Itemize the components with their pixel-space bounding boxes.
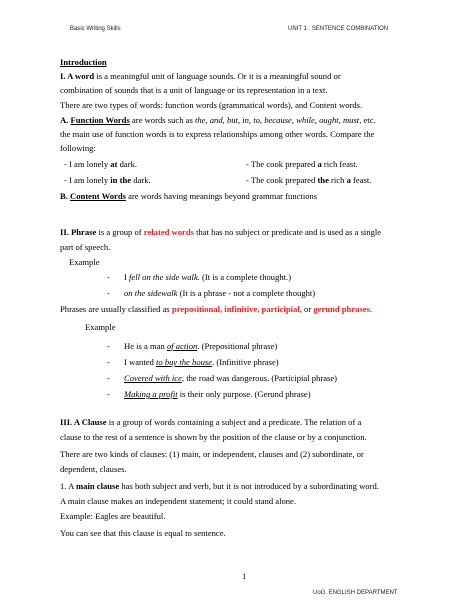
class-c: , or (299, 304, 314, 314)
cmp-r2e: feast. (350, 175, 372, 185)
cmp-l1c: dark. (117, 159, 138, 169)
word-lead: I. A word (60, 71, 95, 81)
ex2-l4b: is their only purpose. (Gerund phrase) (177, 389, 311, 399)
example2-label: Example (85, 322, 116, 332)
class-d: gerund phrases (313, 304, 370, 314)
compare-right-2 (246, 175, 371, 187)
function-examples: the, and, but, in, to, because, while, ought, must, (194, 115, 362, 125)
clause-line-4: dependent, clauses. (60, 464, 127, 474)
e2a: on the sidewalk (124, 288, 178, 298)
clause-line-7: Example: Eagles are beautiful. (60, 511, 166, 521)
class-a: Phrases are usually classified as (60, 304, 172, 314)
ex2-line-4 (124, 389, 311, 401)
main-clause-term: main clause (76, 481, 120, 491)
ex2-l3b: , the road was dangerous. (Participial phrase) (181, 373, 338, 383)
cmp-r2d: a (346, 175, 351, 185)
phrase-text-a: is a group of (96, 227, 144, 237)
ex2-l1a: He is a man (124, 341, 167, 351)
function-words-term: Function Words (70, 115, 130, 125)
cmp-l1a: - I am lonely (64, 159, 111, 169)
clause-line-3: There are two kinds of clauses: (1) main, or independent, clauses and (2) subordinate, or (60, 449, 364, 459)
phrase-line-2: part of speech. (60, 242, 111, 252)
ex2-l1b: of action (166, 341, 198, 351)
ex2-line-2 (124, 357, 279, 369)
footer-department: UoG. ENGLISH DEPARTMENT (313, 590, 398, 596)
phrase-example-dash-2: - (107, 288, 110, 298)
content-words-line (60, 191, 317, 203)
cmp-r2a: - The cook prepared (246, 175, 318, 185)
e1c: (It is a complete thought.) (199, 272, 292, 282)
cmp-r1c: rich feast. (321, 159, 358, 169)
ex2-l4a: Making a profit (124, 389, 178, 399)
section-title: Introduction (60, 57, 107, 67)
cmp-l1b: at (110, 159, 118, 169)
ex2-dash-2: - (107, 357, 110, 367)
cmp-l2b: in the (110, 175, 132, 185)
word-text-1: is a meaningful unit of language sounds. Or it is a meaningful sound or (94, 71, 341, 81)
phrase-example-2 (124, 288, 315, 300)
phrase-example-1 (124, 272, 291, 284)
ex2-dash-1: - (107, 341, 110, 351)
e2b: (It is a phrase - not a complete thought) (177, 288, 316, 298)
compare-left-2 (64, 175, 151, 187)
ex2-l2c: . (Infinitive phrase) (212, 357, 279, 367)
ex2-line-3 (124, 373, 337, 385)
clause-lead: III. A Clause (60, 417, 107, 427)
word-definition-line-1 (60, 71, 341, 83)
header-left: Basic Writing Skills (70, 26, 121, 32)
ex2-dash-3: - (107, 373, 110, 383)
ex2-l3a: Covered with ice (124, 373, 182, 383)
content-words-term: Content Words (70, 191, 126, 201)
clause-t5a: 1. A (60, 481, 76, 491)
related-words: related words (143, 227, 194, 237)
cmp-r2b: the (317, 175, 329, 185)
e1b: fell on the side walk. (129, 272, 200, 282)
cmp-r2c: rich (328, 175, 347, 185)
cmp-r1b: a (317, 159, 322, 169)
content-lead: B. (60, 191, 71, 201)
compare-left-1 (64, 159, 137, 171)
class-b: prepositional, infinitive, participial (171, 304, 300, 314)
ex2-line-1 (124, 341, 277, 353)
function-text-a: are words such as (129, 115, 195, 125)
phrase-classification (60, 304, 372, 316)
word-definition-line-3: There are two types of words: function words (grammatical words), and Content words. (60, 100, 363, 110)
e1a: I (124, 272, 130, 282)
ex2-l1c: . (Prepositional phrase) (197, 341, 278, 351)
word-definition-line-2: combination of sounds that is a unit of language or its representation in a text. (60, 85, 328, 95)
content-text: are words having meanings beyond grammar functions (125, 191, 318, 201)
header-right: UNIT 1 : SENTENCE COMBINATION (288, 26, 389, 32)
function-text-b: etc. (361, 115, 376, 125)
clause-t1: is a group of words containing a subject and a predicate. The relation of a (106, 417, 362, 427)
ex2-dash-4: - (107, 389, 110, 399)
phrase-text-b: that has no subject or predicate and is used as a single (194, 227, 382, 237)
clause-line-1 (60, 417, 361, 429)
ex2-l2a: I wanted (124, 357, 156, 367)
clause-line-5 (60, 481, 379, 493)
phrase-example-dash-1: - (107, 272, 110, 282)
ex2-l2b: to buy the house (155, 357, 213, 367)
page-number: 1 (242, 571, 247, 581)
class-e: . (369, 304, 373, 314)
cmp-l2a: - I am lonely (64, 175, 111, 185)
function-words-line-1 (60, 115, 376, 127)
phrase-lead: II. Phrase (60, 227, 97, 237)
function-words-line-2: the main use of function words is to express relationships among other words. Compare the (60, 129, 375, 139)
cmp-r1a: - The cook prepared (246, 159, 318, 169)
function-words-line-3: following: (60, 143, 96, 153)
function-lead: A. (60, 115, 71, 125)
clause-line-2: clause to the rest of a sentence is shown by the position of the clause or by a conjunction. (60, 432, 367, 442)
phrase-line-1 (60, 227, 381, 239)
clause-line-6: A main clause makes an independent statement; it could stand alone. (60, 496, 297, 506)
cmp-l2c: dark. (131, 175, 151, 185)
phrase-example-label: Example (69, 257, 100, 267)
clause-t5c: has both subject and verb, but it is not introduced by a subordinating word. (119, 481, 379, 491)
clause-line-8: You can see that this clause is equal to sentence. (60, 528, 226, 538)
compare-right-1 (246, 159, 358, 171)
